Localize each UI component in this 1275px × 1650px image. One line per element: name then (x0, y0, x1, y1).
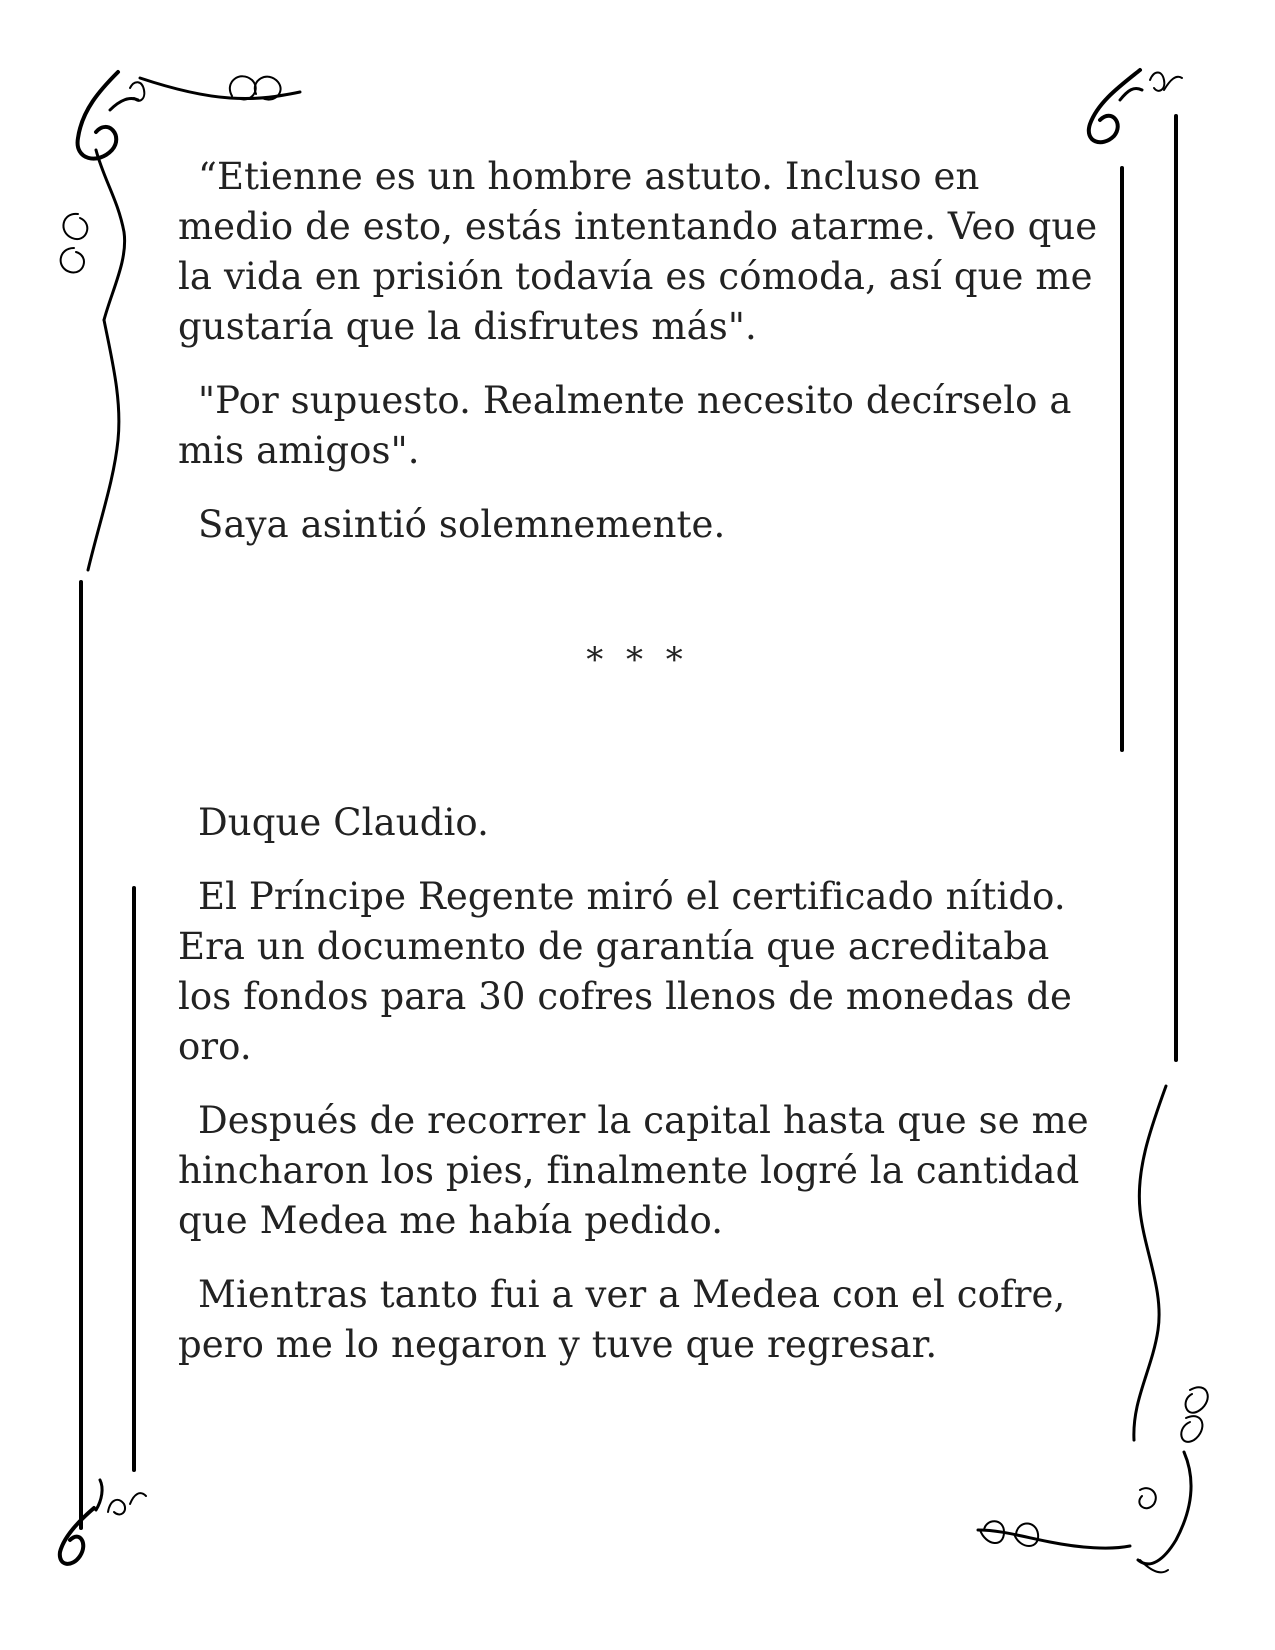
paragraph-por-supuesto: "Por supuesto. Realmente necesito decírselo a mis amigos". (178, 379, 1072, 472)
paragraph-principe-regente: El Príncipe Regente miró el certificado nítido. Era un documento de garantía que acreditaba los fondos para 30 cofres llenos de monedas de oro. (178, 875, 1073, 1068)
top-right-flourish-icon (1089, 70, 1182, 142)
paragraph-despues: Después de recorrer la capital hasta que se me hincharon los pies, finalmente logré la cantidad que Medea me había pedido. (178, 1099, 1089, 1242)
paragraph-saya: Saya asintió solemnemente. (198, 503, 726, 546)
paragraph-etienne-quote: “Etienne es un hombre astuto. Incluso en medio de esto, estás intentando atarme. Veo que la vida en prisión todavía es cómoda, así que me gustaría que la disfrutes más". (178, 155, 1098, 348)
paragraph-duque-claudio: Duque Claudio. (198, 801, 490, 844)
scene-separator: * * * (586, 640, 689, 680)
bottom-left-flourish-icon (60, 1480, 146, 1564)
paragraph-mientras-tanto: Mientras tanto fui a ver a Medea con el cofre, pero me lo negaron y tuve que regresar. (178, 1273, 1066, 1366)
